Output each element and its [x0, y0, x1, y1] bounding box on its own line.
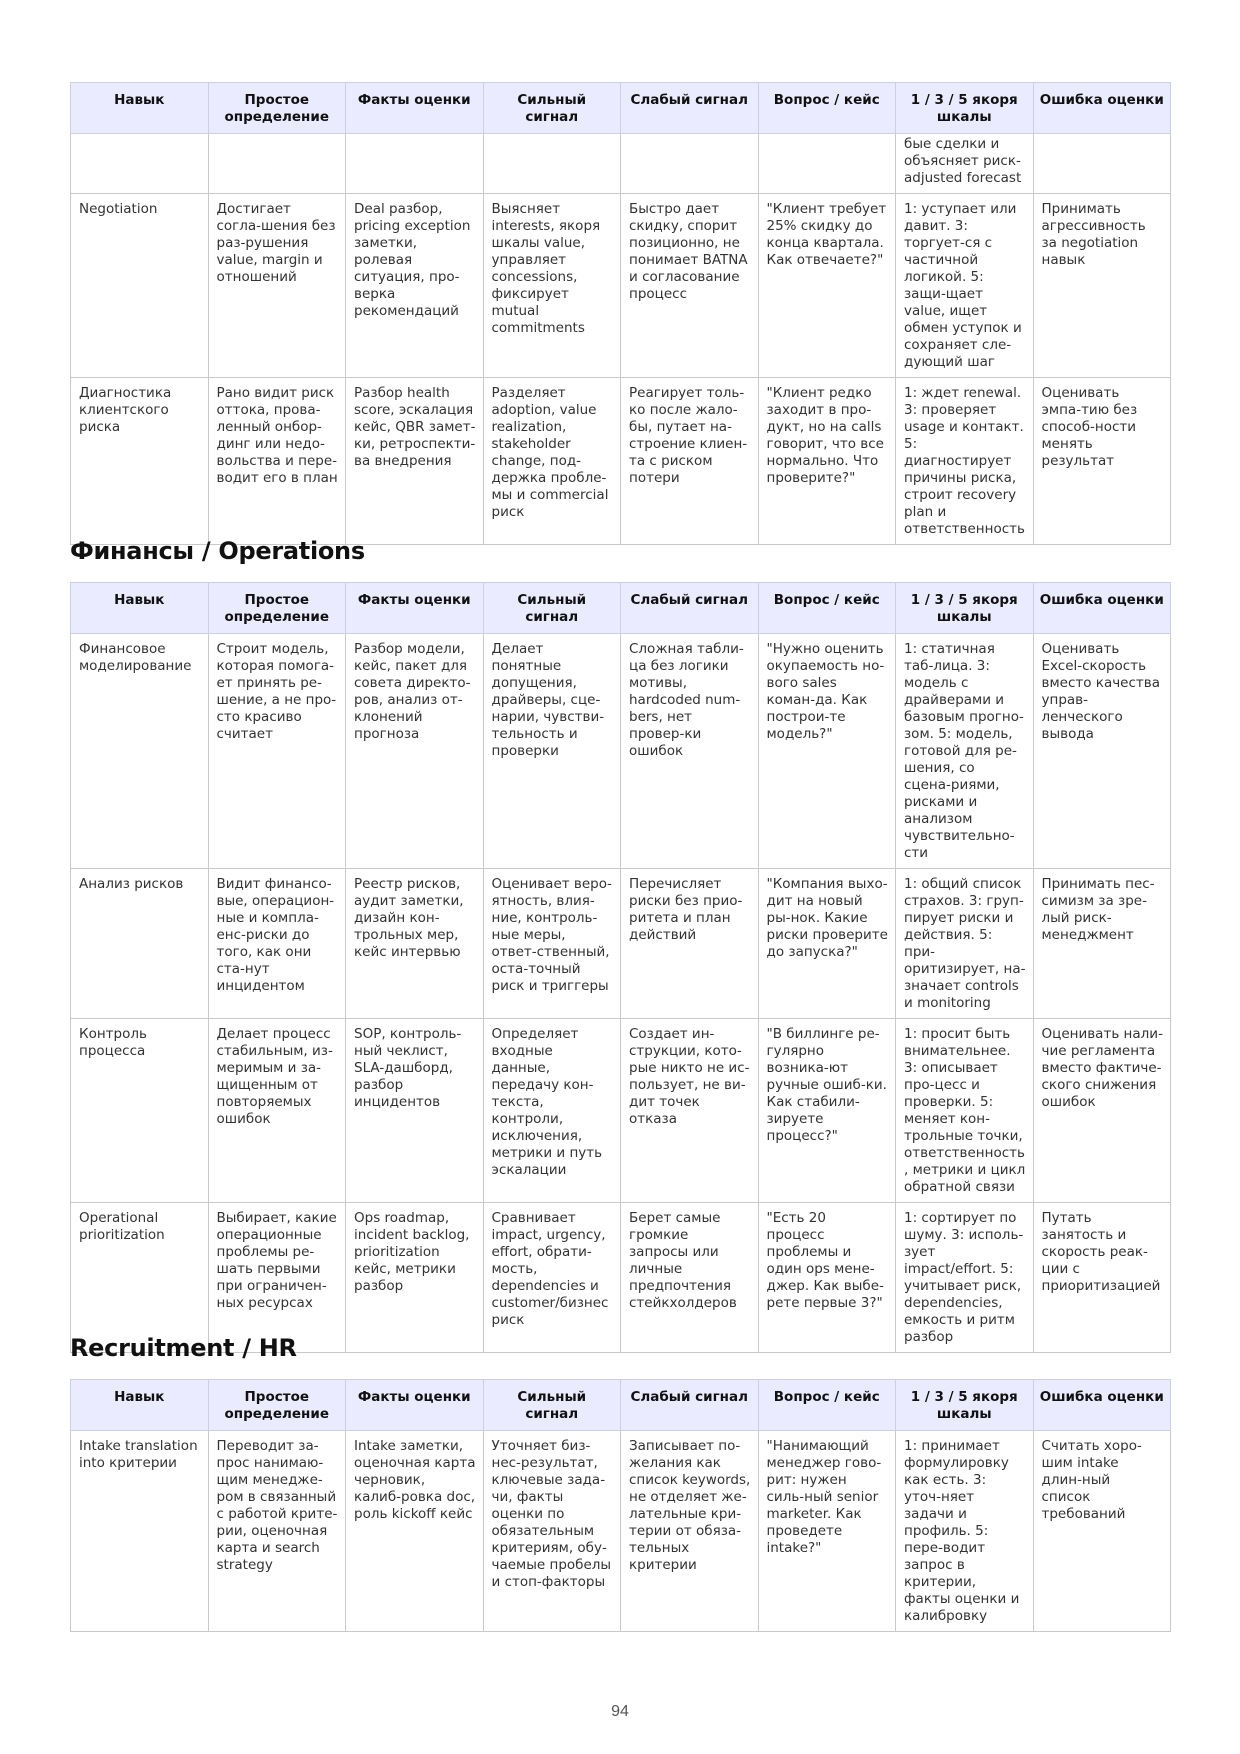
column-header-evidence: Факты оценки	[346, 83, 484, 134]
cell-evidence: Intake заметки, оценочная карта черновик, калиб-ровка doc, роль kickoff кейс	[346, 1431, 484, 1632]
table-row	[71, 134, 1171, 194]
table-row	[71, 378, 1171, 545]
table-row	[71, 869, 1171, 1019]
cell-strong-signal: Оценивает веро-ятность, влия-ние, контроль-ные меры, ответ-ственный, оста-точный риск и триггеры	[483, 869, 621, 1019]
column-header-definition: Простое определение	[208, 1380, 346, 1431]
cell-weak-signal: Реагирует толь-ко после жало-бы, путает на-строение клиен-та с риском потери	[621, 378, 759, 545]
table-body	[71, 134, 1171, 545]
cell-scale-anchors: 1: статичная таб-лица. 3: модель с драйверами и базовым прогно-зом. 5: модель, готовой для ре-шения, со сцена-риями, рисками и анализом чувствительно-сти	[896, 634, 1034, 869]
table-row	[71, 1431, 1171, 1632]
cell-strong-signal: Выясняет interests, якоря шкалы value, управляет concessions, фиксирует mutual commitments	[483, 194, 621, 378]
column-header-evidence: Факты оценки	[346, 583, 484, 634]
cell-skill: Negotiation	[71, 194, 209, 378]
cell-question-case: "Клиент требует 25% скидку до конца квартала. Как отвечаете?"	[758, 194, 896, 378]
column-header-strong-signal: Сильный сигнал	[483, 83, 621, 134]
column-header-assessment-error: Ошибка оценки	[1033, 83, 1171, 134]
column-header-question-case: Вопрос / кейс	[758, 1380, 896, 1431]
column-header-evidence: Факты оценки	[346, 1380, 484, 1431]
cell-scale-anchors: бые сделки и объясняет риск-adjusted forecast	[896, 134, 1034, 194]
cell-evidence: Deal разбор, pricing exception заметки, ролевая ситуация, про-верка рекомендаций	[346, 194, 484, 378]
cell-question-case: "Нанимающий менеджер гово-рит: нужен силь-ный senior marketer. Как проведете intake?"	[758, 1431, 896, 1632]
cell-question-case	[758, 134, 896, 194]
skills-table-sales	[70, 82, 1171, 545]
cell-scale-anchors: 1: уступает или давит. 3: торгует-ся с частичной логикой. 5: защи-щает value, ищет обмен уступок и сохраняет сле-дующий шаг	[896, 194, 1034, 378]
column-header-weak-signal: Слабый сигнал	[621, 583, 759, 634]
cell-scale-anchors: 1: принимает формулировку как есть. 3: уточ-няет задачи и профиль. 5: пере-водит запрос в критерии, факты оценки и калибровку	[896, 1431, 1034, 1632]
cell-definition	[208, 134, 346, 194]
column-header-strong-signal: Сильный сигнал	[483, 583, 621, 634]
cell-question-case: "Клиент редко заходит в про-дукт, но на calls говорит, что все нормально. Что проверите?"	[758, 378, 896, 545]
column-header-skill: Навык	[71, 1380, 209, 1431]
column-header-assessment-error: Ошибка оценки	[1033, 583, 1171, 634]
column-header-definition: Простое определение	[208, 583, 346, 634]
cell-definition: Рано видит риск оттока, прова-ленный онбор-динг или недо-вольства и пере-водит его в план	[208, 378, 346, 545]
table-row	[71, 1019, 1171, 1203]
cell-assessment-error: Считать хоро-шим intake длин-ный список требований	[1033, 1431, 1171, 1632]
column-header-strong-signal: Сильный сигнал	[483, 1380, 621, 1431]
table-body	[71, 634, 1171, 1353]
cell-assessment-error: Принимать пес-симизм за зре-лый риск-менеджмент	[1033, 869, 1171, 1019]
cell-weak-signal: Создает ин-струкции, кото-рые никто не ис-пользует, не ви-дит точек отказа	[621, 1019, 759, 1203]
table-header-row	[71, 83, 1171, 134]
cell-question-case: "В биллинге ре-гулярно возника-ют ручные ошиб-ки. Как стабили-зируете процесс?"	[758, 1019, 896, 1203]
cell-definition: Достигает согла-шения без раз-рушения value, margin и отношений	[208, 194, 346, 378]
table-header-row	[71, 583, 1171, 634]
table-header-row	[71, 1380, 1171, 1431]
cell-skill: Operational prioritization	[71, 1203, 209, 1353]
cell-strong-signal	[483, 134, 621, 194]
skills-table-finance	[70, 582, 1171, 1353]
cell-assessment-error: Принимать агрессивность за negotiation навык	[1033, 194, 1171, 378]
column-header-assessment-error: Ошибка оценки	[1033, 1380, 1171, 1431]
cell-skill: Анализ рисков	[71, 869, 209, 1019]
cell-weak-signal: Сложная табли-ца без логики мотивы, hardcoded num-bers, нет провер-ки ошибок	[621, 634, 759, 869]
cell-evidence: Реестр рисков, аудит заметки, дизайн кон-трольных мер, кейс интервью	[346, 869, 484, 1019]
column-header-question-case: Вопрос / кейс	[758, 83, 896, 134]
column-header-skill: Навык	[71, 583, 209, 634]
cell-scale-anchors: 1: ждет renewal. 3: проверяет usage и контакт. 5: диагностирует причины риска, строит recovery plan и ответственность	[896, 378, 1034, 545]
cell-skill: Диагностика клиентского риска	[71, 378, 209, 545]
cell-skill: Финансовое моделирование	[71, 634, 209, 869]
cell-definition: Строит модель, которая помога-ет принять ре-шение, а не про-сто красиво считает	[208, 634, 346, 869]
page-number: 94	[611, 1703, 629, 1720]
column-header-weak-signal: Слабый сигнал	[621, 1380, 759, 1431]
skills-table-recruitment	[70, 1379, 1171, 1632]
cell-strong-signal: Определяет входные данные, передачу кон-текста, контроли, исключения, метрики и путь эскалации	[483, 1019, 621, 1203]
cell-assessment-error: Оценивать Excel-скорость вместо качества управ-ленческого вывода	[1033, 634, 1171, 869]
cell-skill: Intake translation into критерии	[71, 1431, 209, 1632]
column-header-scale-anchors: 1 / 3 / 5 якоря шкалы	[896, 1380, 1034, 1431]
column-header-scale-anchors: 1 / 3 / 5 якоря шкалы	[896, 83, 1034, 134]
cell-question-case: "Нужно оценить окупаемость но-вого sales коман-да. Как построи-те модель?"	[758, 634, 896, 869]
cell-evidence: Разбор модели, кейс, пакет для совета директо-ров, анализ от-клонений прогноза	[346, 634, 484, 869]
cell-scale-anchors: 1: просит быть внимательнее. 3: описывает про-цесс и проверки. 5: меняет кон-трольные точки, ответственность, метрики и цикл обратной связи	[896, 1019, 1034, 1203]
column-header-weak-signal: Слабый сигнал	[621, 83, 759, 134]
section-title-finance: Финансы / Operations	[70, 537, 365, 565]
table-row	[71, 1203, 1171, 1353]
column-header-skill: Навык	[71, 83, 209, 134]
cell-weak-signal: Записывает по-желания как список keywords, не отделяет же-лательные кри-терии от обяза-тельных критерии	[621, 1431, 759, 1632]
cell-strong-signal: Сравнивает impact, urgency, effort, обрати-мость, dependencies и customer/бизнес риск	[483, 1203, 621, 1353]
column-header-definition: Простое определение	[208, 83, 346, 134]
cell-assessment-error: Оценивать нали-чие регламента вместо фактиче-ского снижения ошибок	[1033, 1019, 1171, 1203]
cell-weak-signal: Берет самые громкие запросы или личные предпочтения стейкхолдеров	[621, 1203, 759, 1353]
cell-assessment-error	[1033, 134, 1171, 194]
cell-evidence: Ops roadmap, incident backlog, prioritization кейс, метрики разбор	[346, 1203, 484, 1353]
cell-scale-anchors: 1: сортирует по шуму. 3: исполь-зует impact/effort. 5: учитывает риск, dependencies, емкость и ритм разбор	[896, 1203, 1034, 1353]
column-header-question-case: Вопрос / кейс	[758, 583, 896, 634]
cell-skill: Контроль процесса	[71, 1019, 209, 1203]
cell-definition: Делает процесс стабильным, из-меримым и за-щищенным от повторяемых ошибок	[208, 1019, 346, 1203]
column-header-scale-anchors: 1 / 3 / 5 якоря шкалы	[896, 583, 1034, 634]
table-row	[71, 634, 1171, 869]
cell-evidence	[346, 134, 484, 194]
table-body	[71, 1431, 1171, 1632]
cell-skill	[71, 134, 209, 194]
cell-assessment-error: Оценивать эмпа-тию без способ-ности менять результат	[1033, 378, 1171, 545]
cell-question-case: "Компания выхо-дит на новый ры-нок. Какие риски проверите до запуска?"	[758, 869, 896, 1019]
cell-scale-anchors: 1: общий список страхов. 3: груп-пирует риски и действия. 5: при-оритизирует, на-значает controls и monitoring	[896, 869, 1034, 1019]
cell-evidence: Разбор health score, эскалация кейс, QBR замет-ки, ретроспекти-ва внедрения	[346, 378, 484, 545]
cell-strong-signal: Разделяет adoption, value realization, stakeholder change, под-держка пробле-мы и commercial риск	[483, 378, 621, 545]
cell-strong-signal: Уточняет биз-нес-результат, ключевые зада-чи, факты оценки по обязательным критериям, обу-чаемые пробелы и стоп-факторы	[483, 1431, 621, 1632]
cell-weak-signal: Быстро дает скидку, спорит позиционно, не понимает BATNA и согласование процесс	[621, 194, 759, 378]
cell-question-case: "Есть 20 процесс проблемы и один ops мене-джер. Как выбе-рете первые 3?"	[758, 1203, 896, 1353]
section-title-recruitment: Recruitment / HR	[70, 1334, 297, 1362]
cell-strong-signal: Делает понятные допущения, драйверы, сце-нарии, чувстви-тельность и проверки	[483, 634, 621, 869]
table-row	[71, 194, 1171, 378]
cell-weak-signal	[621, 134, 759, 194]
cell-definition: Переводит за-прос нанимаю-щим менедже-ром в связанный с работой крите-рии, оценочная карта и search strategy	[208, 1431, 346, 1632]
cell-weak-signal: Перечисляет риски без прио-ритета и план действий	[621, 869, 759, 1019]
cell-definition: Выбирает, какие операционные проблемы ре-шать первыми при ограничен-ных ресурсах	[208, 1203, 346, 1353]
cell-definition: Видит финансо-вые, операцион-ные и компла-енс-риски до того, как они ста-нут инцидентом	[208, 869, 346, 1019]
cell-assessment-error: Путать занятость и скорость реак-ции с приоритизацией	[1033, 1203, 1171, 1353]
cell-evidence: SOP, контроль-ный чеклист, SLA-дашборд, разбор инцидентов	[346, 1019, 484, 1203]
